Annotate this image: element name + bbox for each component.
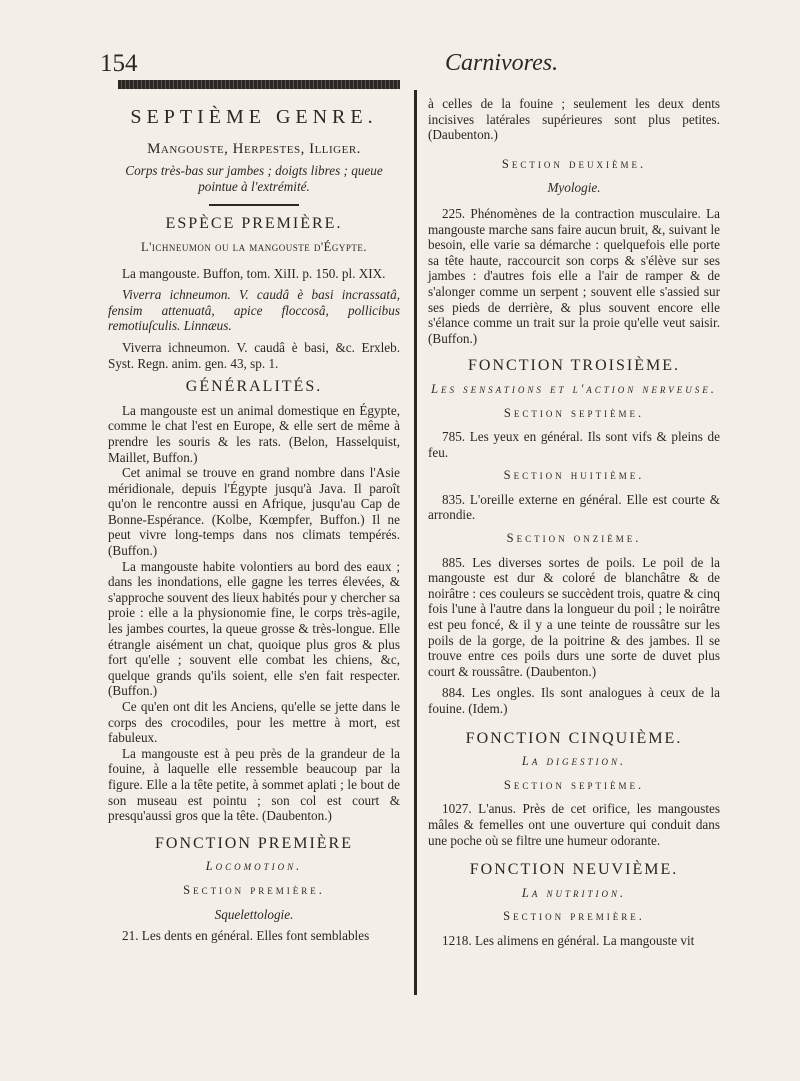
section-title: Section huitième. (503, 468, 645, 483)
section-rule (209, 204, 299, 206)
paragraph: à celles de la fouine ; seulement les deux dents incisives latérales supérieures sont plus petites. (Daubenton.) (428, 96, 720, 143)
synonym-linnaeus: Viverra ichneumon. V. caudâ è basi incrassatâ, fensim attenuatâ, apice floccosâ, pollicibus remotiuſculis. Linnæus. (108, 287, 400, 334)
subsection-title: Squelettologie. (214, 906, 294, 922)
synonym-erxleben: Viverra ichneumon. V. caudâ è basi, &c. Erxleb. Syst. Regn. anim. gen. 43, sp. 1. (108, 339, 400, 371)
generalities-title: GÉNÉRALITÉS. (185, 378, 323, 396)
paragraph: 21. Les dents en général. Elles font semblables (122, 928, 370, 944)
left-column (108, 96, 400, 944)
paragraph: 225. Phénomènes de la contraction musculaire. La mangouste marche sans faire aucun bruit, &, suivant le besoin, elle varie sa démarche : quelquefois elle porte sa tête haute, raccourcit son corps & s'élève sur ses jambes : d'autres fois elle a l'air de ramper & de s'alonger comme un serpent ; souvent elle s'assied sur ses pieds de derrière, & plus souvent encore elle s'élance comme un trait sur la proie qu'elle veut saisir. (Buffon.) (428, 205, 720, 346)
function-title: FONCTION PREMIÈRE (154, 834, 353, 852)
section-title: Section première. (183, 882, 325, 897)
genre-title: SEPTIÈME GENRE. (130, 106, 378, 128)
synonym-buffon: La mangouste. Buffon, tom. XiII. p. 150. pl. XIX. (122, 265, 386, 281)
paragraph: La mangouste est un animal domestique en Égypte, comme le chat l'est en Europe, & elle sert de même à prendre les souris & les rats. (Belon, Hasselquist, Maillet, Buffon.) (108, 402, 400, 465)
paragraph: 1218. Les alimens en général. La mangouste vit (442, 932, 695, 948)
right-column (428, 96, 720, 949)
species-title: ESPÈCE PREMIÈRE. (165, 215, 343, 233)
subsection-title: Myologie. (547, 180, 601, 196)
genre-name: Mangouste, Herpestes, Illiger. (147, 140, 361, 157)
ornamental-rule (118, 80, 400, 89)
paragraph: Cet animal se trouve en grand nombre dans l'Asie méridionale, depuis l'Égypte jusqu'à Java. Il paroît qu'on le rencontre aussi en Afrique, jusqu'au Cap de Bonne-Espérance. (Kolbe, Kœmpfer, Buffon.) Il ne peut vivre long-temps dans nos climats tempérés. (Buffon.) (108, 465, 400, 559)
function-subtitle: La digestion. (521, 754, 627, 769)
function-title: FONCTION CINQUIÈME. (465, 729, 683, 747)
function-subtitle: Locomotion. (205, 859, 303, 874)
paragraph: 884. Les ongles. Ils sont analogues à ceux de la fouine. (Idem.) (428, 685, 720, 716)
section-title: Section septième. (503, 777, 645, 792)
species-name: L'ichneumon ou la mangouste d'Égypte. (141, 239, 367, 254)
page-number: 154 (100, 50, 138, 77)
paragraph: La mangouste habite volontiers au bord des eaux ; dans les inondations, elle gagne les terres élevées, & s'approche souvent des lieux habités pour y chercher sa proie : elle a la physionomie fine, le corps très-agile, les jambes courtes, la queue grosse & très-longue. Elle étrangle aisément un chat, quoique plus gros & plus fort qu'elle ; souvent elle combat les chiens, &c, quelque grands qu'ils soient, elle s'en fait respecter. (Buffon.) (108, 558, 400, 699)
paragraph: 1027. L'anus. Près de cet orifice, les mangoustes mâles & femelles ont une ouverture qui conduit dans une poche où se filtre une humeur odorante. (428, 801, 720, 848)
paragraph: 785. Les yeux en général. Ils sont vifs & pleins de feu. (428, 429, 720, 460)
function-title: FONCTION NEUVIÈME. (469, 861, 679, 879)
paragraph: 885. Les diverses sortes de poils. Le poil de la mangouste est dur & coloré de blanchâtre & de noirâtre : ces couleurs se succèdent trois, quatre & cinq fois l'une à l'autre dans la longueur du poil ; le noirâtre est peu foncé, & il y a une teinte de roussâtre sur les poils de la gorge, de la poitrine & des jambes. Il se trouve entre ces poils durs une sorte de duvet plus court & roussâtre. (Daubenton.) (428, 554, 720, 679)
function-subtitle: Les sensations et l'action nerveuse. (431, 381, 717, 396)
function-title: FONCTION TROISIÈME. (468, 357, 680, 375)
paragraph: 835. L'oreille externe en général. Elle est courte & arrondie. (428, 491, 720, 523)
genre-description: Corps très-bas sur jambes ; doigts libres ; queue pointue à l'extrémité. (125, 163, 383, 194)
section-title: Section onzième. (506, 531, 642, 546)
paragraph: Ce qu'en ont dit les Anciens, qu'elle se jette dans le corps des crocodiles, pour les mettre à mort, est fabuleux. (108, 699, 400, 746)
section-title: Section septième. (503, 405, 645, 420)
paragraph: La mangouste est à peu près de la grandeur de la fouine, à laquelle elle ressemble beaucoup par la figure. Elle a la tête petite, à sommet aplati ; le bout de son museau est pointu ; son col est court & presqu'aussi gros que la tête. (Daubenton.) (108, 745, 400, 824)
function-subtitle: La nutrition. (521, 885, 627, 900)
column-divider (414, 90, 417, 995)
running-title: Carnivores. (445, 50, 559, 76)
section-title: Section première. (503, 909, 645, 924)
section-title: Section deuxième. (501, 156, 647, 171)
